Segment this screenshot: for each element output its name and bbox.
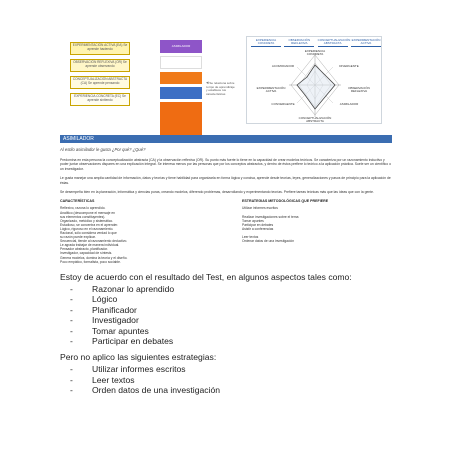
paragraph: Predomina en esta persona la conceptualización abstracta (CA) y la observación reflexiva (OR). Su punto más fuerte lo tiene en la capacidad de crear modelos teóricos. Se caracteriza por un razonamiento inductivo y poder juntar observaciones dispares en una explicación integral. Se interesa menos por las personas que por los conceptos abstractos, y dentro de éstos prefiere lo teórico a la aplicación práctica. Suele ser un científico o un investigador. (60, 158, 391, 171)
dash-bullet: - (70, 304, 73, 315)
list-item: Pensador abstracto, planificador. (60, 247, 109, 252)
color-block (160, 56, 202, 69)
arrow-left-icon: ◂ (206, 80, 209, 86)
color-block (160, 72, 202, 84)
style-bar: OBSERVACIÓN REFLEXIVA (OR) Se aprende observando (70, 59, 130, 72)
list-item: su razón puede explicar. (60, 235, 96, 240)
list-item-text: Participar en debates (92, 336, 174, 347)
list-item: Ordenar datos de una investigación (242, 239, 295, 243)
radar-label-left-upper: ACOMODADOR (271, 64, 295, 68)
radar-legend-item: CONCEPTUALIZACIÓN ABSTRACTA (317, 38, 351, 46)
list-item (60, 385, 400, 395)
list-item-text: Investigador (92, 315, 139, 326)
style-bar: CONCEPTUALIZACIÓN ABSTRACTA (CA) Se aprende pensando (70, 76, 130, 89)
radar-legend-item: EXPERIENCIA CONCRETA (251, 39, 281, 47)
radar-legend-item: OBSERVACIÓN REFLEXIVA (284, 39, 314, 47)
radar-label-bottom: CONCEPTUALIZACIÓN ABSTRACTA (298, 116, 332, 124)
learning-style-figure (60, 36, 388, 128)
figure-note (206, 82, 236, 96)
list-item: Estudioso, se concentra en el aprender. (60, 222, 119, 227)
strategies-column (242, 199, 392, 263)
paragraph: Se desempeña bien en la planeación, informática y ciencias puras, creando modelos, diferendo problemas, desarrollando y experimentando teorías. Prefiere tareas teóricas más que las ideas que con la gente. (60, 190, 375, 195)
section-subtitle: Al estilo asimilador le gusta ¿Por qué? ¿Qué? (60, 147, 146, 152)
list-item: Lógico, riguroso en el razonamiento. (60, 226, 114, 231)
style-bars (70, 42, 130, 110)
color-block (160, 102, 202, 136)
radar-label-right-lower: ASIMILADOR (339, 102, 359, 106)
dash-bullet: - (70, 294, 73, 305)
list-item-text: Utilizar informes escritos (92, 364, 186, 375)
dash-bullet: - (70, 385, 73, 396)
color-block (160, 87, 202, 99)
list-item: Realizar investigaciones sobre el tema (242, 214, 299, 219)
list-item-text: Tomar apuntes (92, 325, 149, 336)
list-item: Genera modelos, domina la teoría y el diseño. (60, 255, 128, 260)
radar-label-left: EXPERIMENTACIÓN ACTIVA (256, 86, 286, 94)
list-item (60, 294, 400, 304)
list-item: Organizado, metódico y sistemático. (60, 218, 114, 223)
list-item-text: Orden datos de una investigación (92, 385, 221, 396)
paragraph: Le gusta manejar una amplia cantidad de información, datos y teorías y tiene habilidad para organizarla en forma lógica y concisa, aprende desde teorías, leyes, generalizaciones y pasos de principio para la aplicación de éstas. (60, 176, 391, 185)
figure-note-text: Se relaciona sobre tu tipo de aprendizaje y establece tus características (206, 81, 235, 96)
radar-label-right: OBSERVACIÓN REFLEXIVA (348, 86, 370, 94)
list-item: Le agrada trabajar de manera individual. (60, 243, 120, 248)
list-item: Tomar apuntes (242, 218, 264, 223)
column-title: CARACTERÍSTICAS (60, 199, 95, 204)
list-item (60, 336, 400, 346)
list-item: Investigador, capacidad de síntesis. (60, 251, 113, 256)
list-item-text: Lógico (92, 294, 118, 305)
dash-bullet: - (70, 315, 73, 326)
list-item-text: Planificador (92, 304, 137, 315)
list-item: Reflexivo, razona lo aprendido. (60, 206, 106, 211)
list-item (60, 326, 400, 336)
list-item (60, 315, 400, 325)
list-item: Secuencial, tiende al razonamiento deductivo. (60, 239, 128, 244)
list-item: Poco empático, formalista, poco sociable. (60, 259, 121, 264)
strategies-list (242, 206, 392, 243)
list-item (60, 284, 400, 294)
column-title: ESTRATEGIAS METODOLÓGICAS QUE PREFIERE (242, 199, 329, 204)
list-item: Analítico (descompone el mensaje en (60, 210, 115, 215)
list-item: Participar en debates (242, 222, 274, 227)
list-item (60, 364, 400, 374)
radar-profile (297, 65, 335, 109)
style-bar: EXPERIENCIA CONCRETA (EC) Se aprende sintiendo (70, 93, 130, 106)
radar-label-top: EXPERIENCIA CONCRETA (304, 49, 326, 57)
characteristics-list (60, 206, 210, 263)
style-bar: EXPERIMENTACIÓN ACTIVA (EA) Se aprende haciendo (70, 42, 130, 55)
comment-lead: Pero no aplico las siguientes estrategias: (60, 352, 217, 363)
list-item: sus elementos constituyentes). (60, 214, 106, 219)
color-blocks (160, 40, 202, 139)
list-item: Racional, sólo considera verdad lo que (60, 231, 117, 235)
dash-bullet: - (70, 325, 73, 336)
list-item (60, 305, 400, 315)
characteristics-column (60, 199, 210, 263)
list-item: Utilizar informes escritos (242, 206, 278, 211)
list-item-text: Razonar lo aprendido (92, 284, 175, 294)
disagree-list (60, 364, 400, 395)
comment-lead: Estoy de acuerdo con el resultado del Test, en algunos aspectos tales como: (60, 272, 352, 282)
style-description (60, 135, 392, 264)
dash-bullet: - (70, 284, 73, 294)
list-item: Asistir a conferencias (242, 226, 274, 231)
list-item-text: Leer textos (92, 374, 135, 385)
two-column-table (60, 199, 392, 263)
radar-label-left-lower: CONVERGENTE (271, 102, 295, 106)
dash-bullet: - (70, 374, 73, 385)
list-item: Leer textos (242, 234, 259, 239)
section-header: ASIMILADOR (60, 135, 392, 143)
block-label: ASIMILADOR (160, 40, 202, 53)
personal-comment (60, 272, 400, 402)
radar-chart (246, 36, 382, 124)
agree-list (60, 284, 400, 346)
dash-bullet: - (70, 364, 73, 375)
list-item (60, 375, 400, 385)
radar-label-right-upper: DIVERGENTE (339, 64, 359, 68)
radar-legend-item: EXPERIMENTACIÓN ACTIVA (351, 38, 381, 46)
dash-bullet: - (70, 336, 73, 347)
